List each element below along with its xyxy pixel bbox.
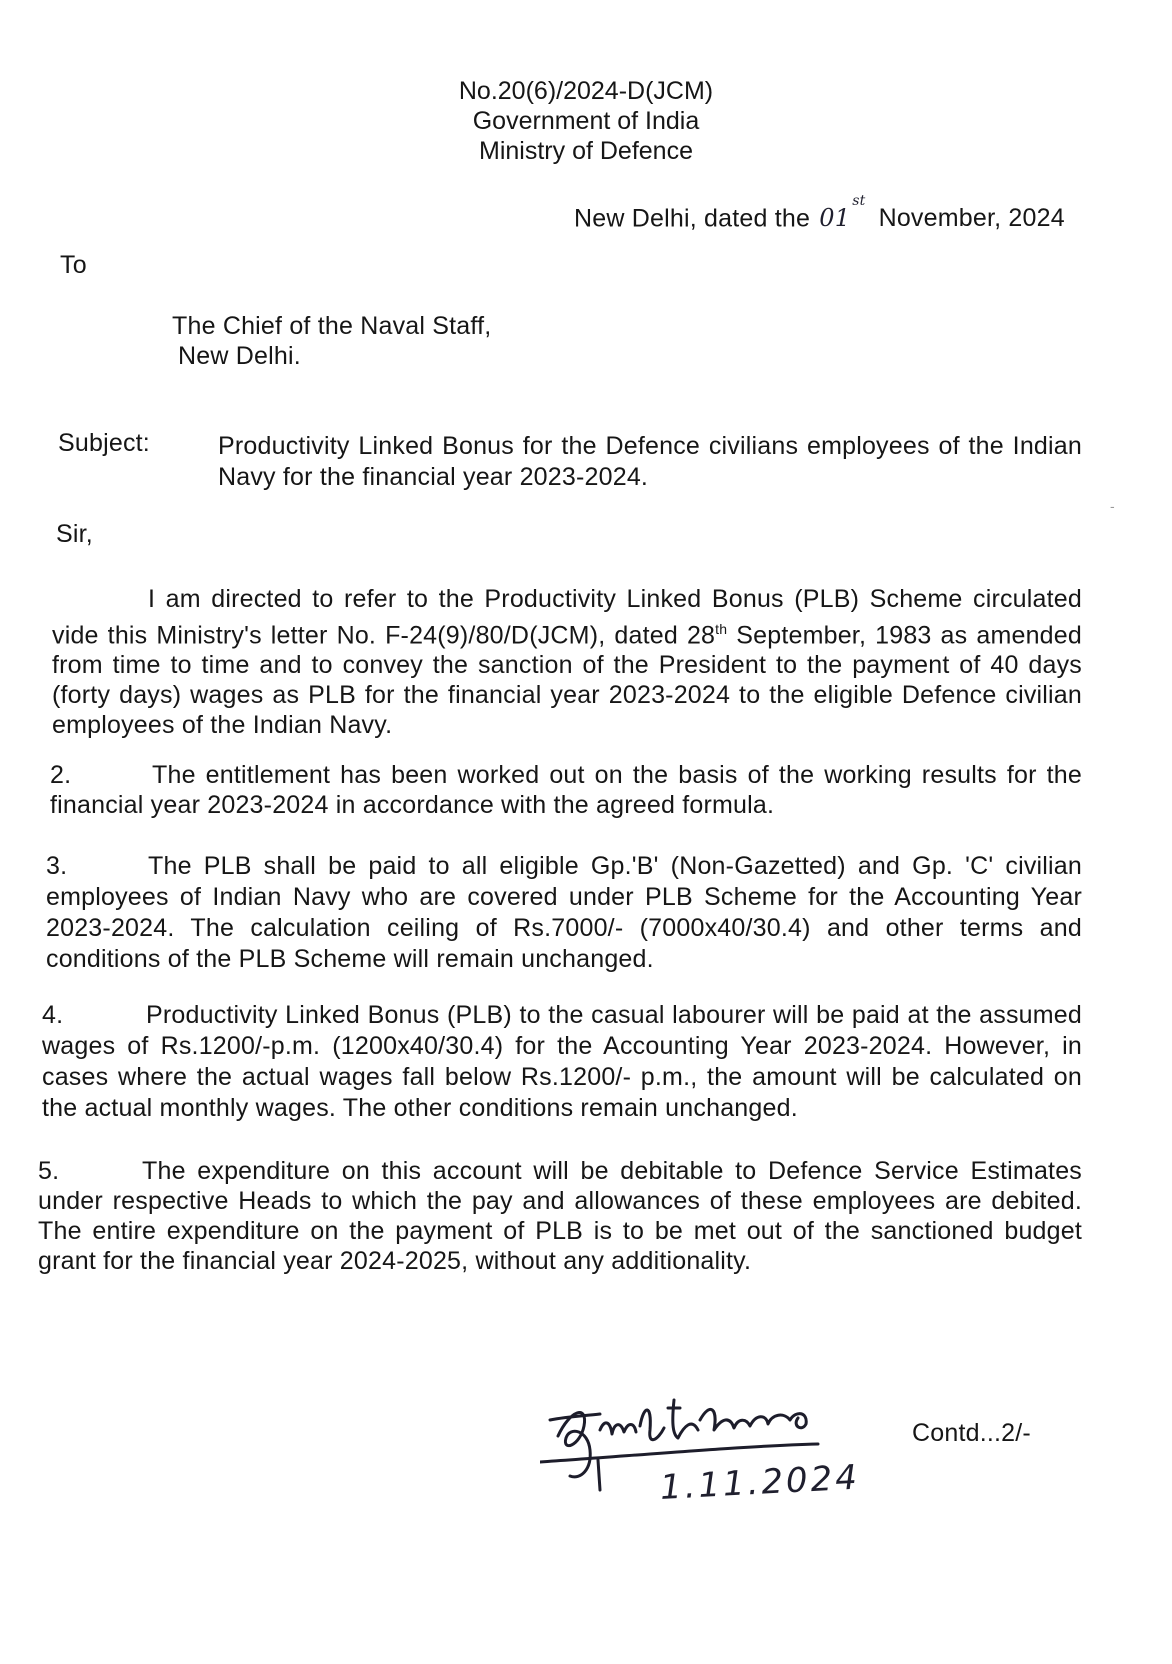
paragraph-2-number: 2. [50,761,72,789]
continued-marker: Contd...2/- [912,1419,1031,1447]
government-name: Government of India [472,107,700,135]
paragraph-3-number: 3. [46,852,68,880]
paragraph-3 [46,851,1082,975]
handwritten-suffix: st [852,193,866,209]
paragraph-4-text: Productivity Linked Bonus (PLB) to the casual labourer will be paid at the assumed wages of Rs.1200/-p.m. (1200x40/30.4) for the Accounting Year 2023-2024. However, in cases where the actual wages fall below Rs.1200/- p.m., the amount will be calculated on the actual monthly wages. The other conditions remain unchanged. [42,1001,1082,1122]
date-line [574,193,1065,233]
handwritten-day: 01 [819,204,851,233]
date-month-year: November, 2024 [878,204,1065,233]
paragraph-4-number: 4. [42,1001,64,1029]
signature-date: 1.11.2024 [658,1457,861,1508]
paragraph-3-text: The PLB shall be paid to all eligible Gp.'B' (Non-Gazetted) and Gp. 'C' civilian employees of Indian Navy who are covered under PLB Scheme for the Accounting Year 2023-2024. The calculation ceiling of Rs.7000/- (7000x40/30.4) and other terms and conditions of the PLB Scheme will remain unchanged. [46,852,1082,973]
subject-label: Subject: [58,429,150,457]
paragraph-4 [42,1000,1082,1124]
margin-mark: - [1110,498,1115,514]
paragraph-1-superscript: th [715,621,728,637]
salutation: Sir, [56,520,93,548]
paragraph-2-text: The entitlement has been worked out on the basis of the working results for the financial year 2023-2024 in accordance with the agreed formula. [50,761,1082,819]
paragraph-5-number: 5. [38,1157,60,1185]
addressee-line-2: New Delhi. [178,342,301,370]
date-prefix: New Delhi, dated the [574,204,811,233]
addressee-line-1: The Chief of the Naval Staff, [172,312,492,340]
reference-number: No.20(6)/2024-D(JCM) [458,77,714,105]
paragraph-2 [50,760,1082,820]
paragraph-1-text-b: September, 1983 as amended from time to time and to convey the sanction of the President to the payment of 40 days (forty days) wages as PLB for the financial year 2023-2024 to the eligible Defence civilian employees of the Indian Navy. [52,621,1082,740]
paragraph-5-text: The expenditure on this account will be debitable to Defence Service Estimates under respective Heads to which the pay and allowances of these employees are debited. The entire expenditure on the payment of PLB is to be met out of the sanctioned budget grant for the financial year 2024-2025, without any additionality. [38,1157,1082,1275]
paragraph-5 [38,1156,1082,1276]
paragraph-1 [52,584,1082,740]
subject-text: Productivity Linked Bonus for the Defence civilians employees of the Indian Navy for the financial year 2023-2024. [218,432,1082,491]
paragraph-1-text-a: I am directed to refer to the Productivity Linked Bonus (PLB) Scheme circulated vide this Ministry's letter No. F-24(9)/80/D(JCM), dated 28 [52,585,1082,650]
to-label: To [60,251,87,279]
ministry-name: Ministry of Defence [479,137,693,165]
